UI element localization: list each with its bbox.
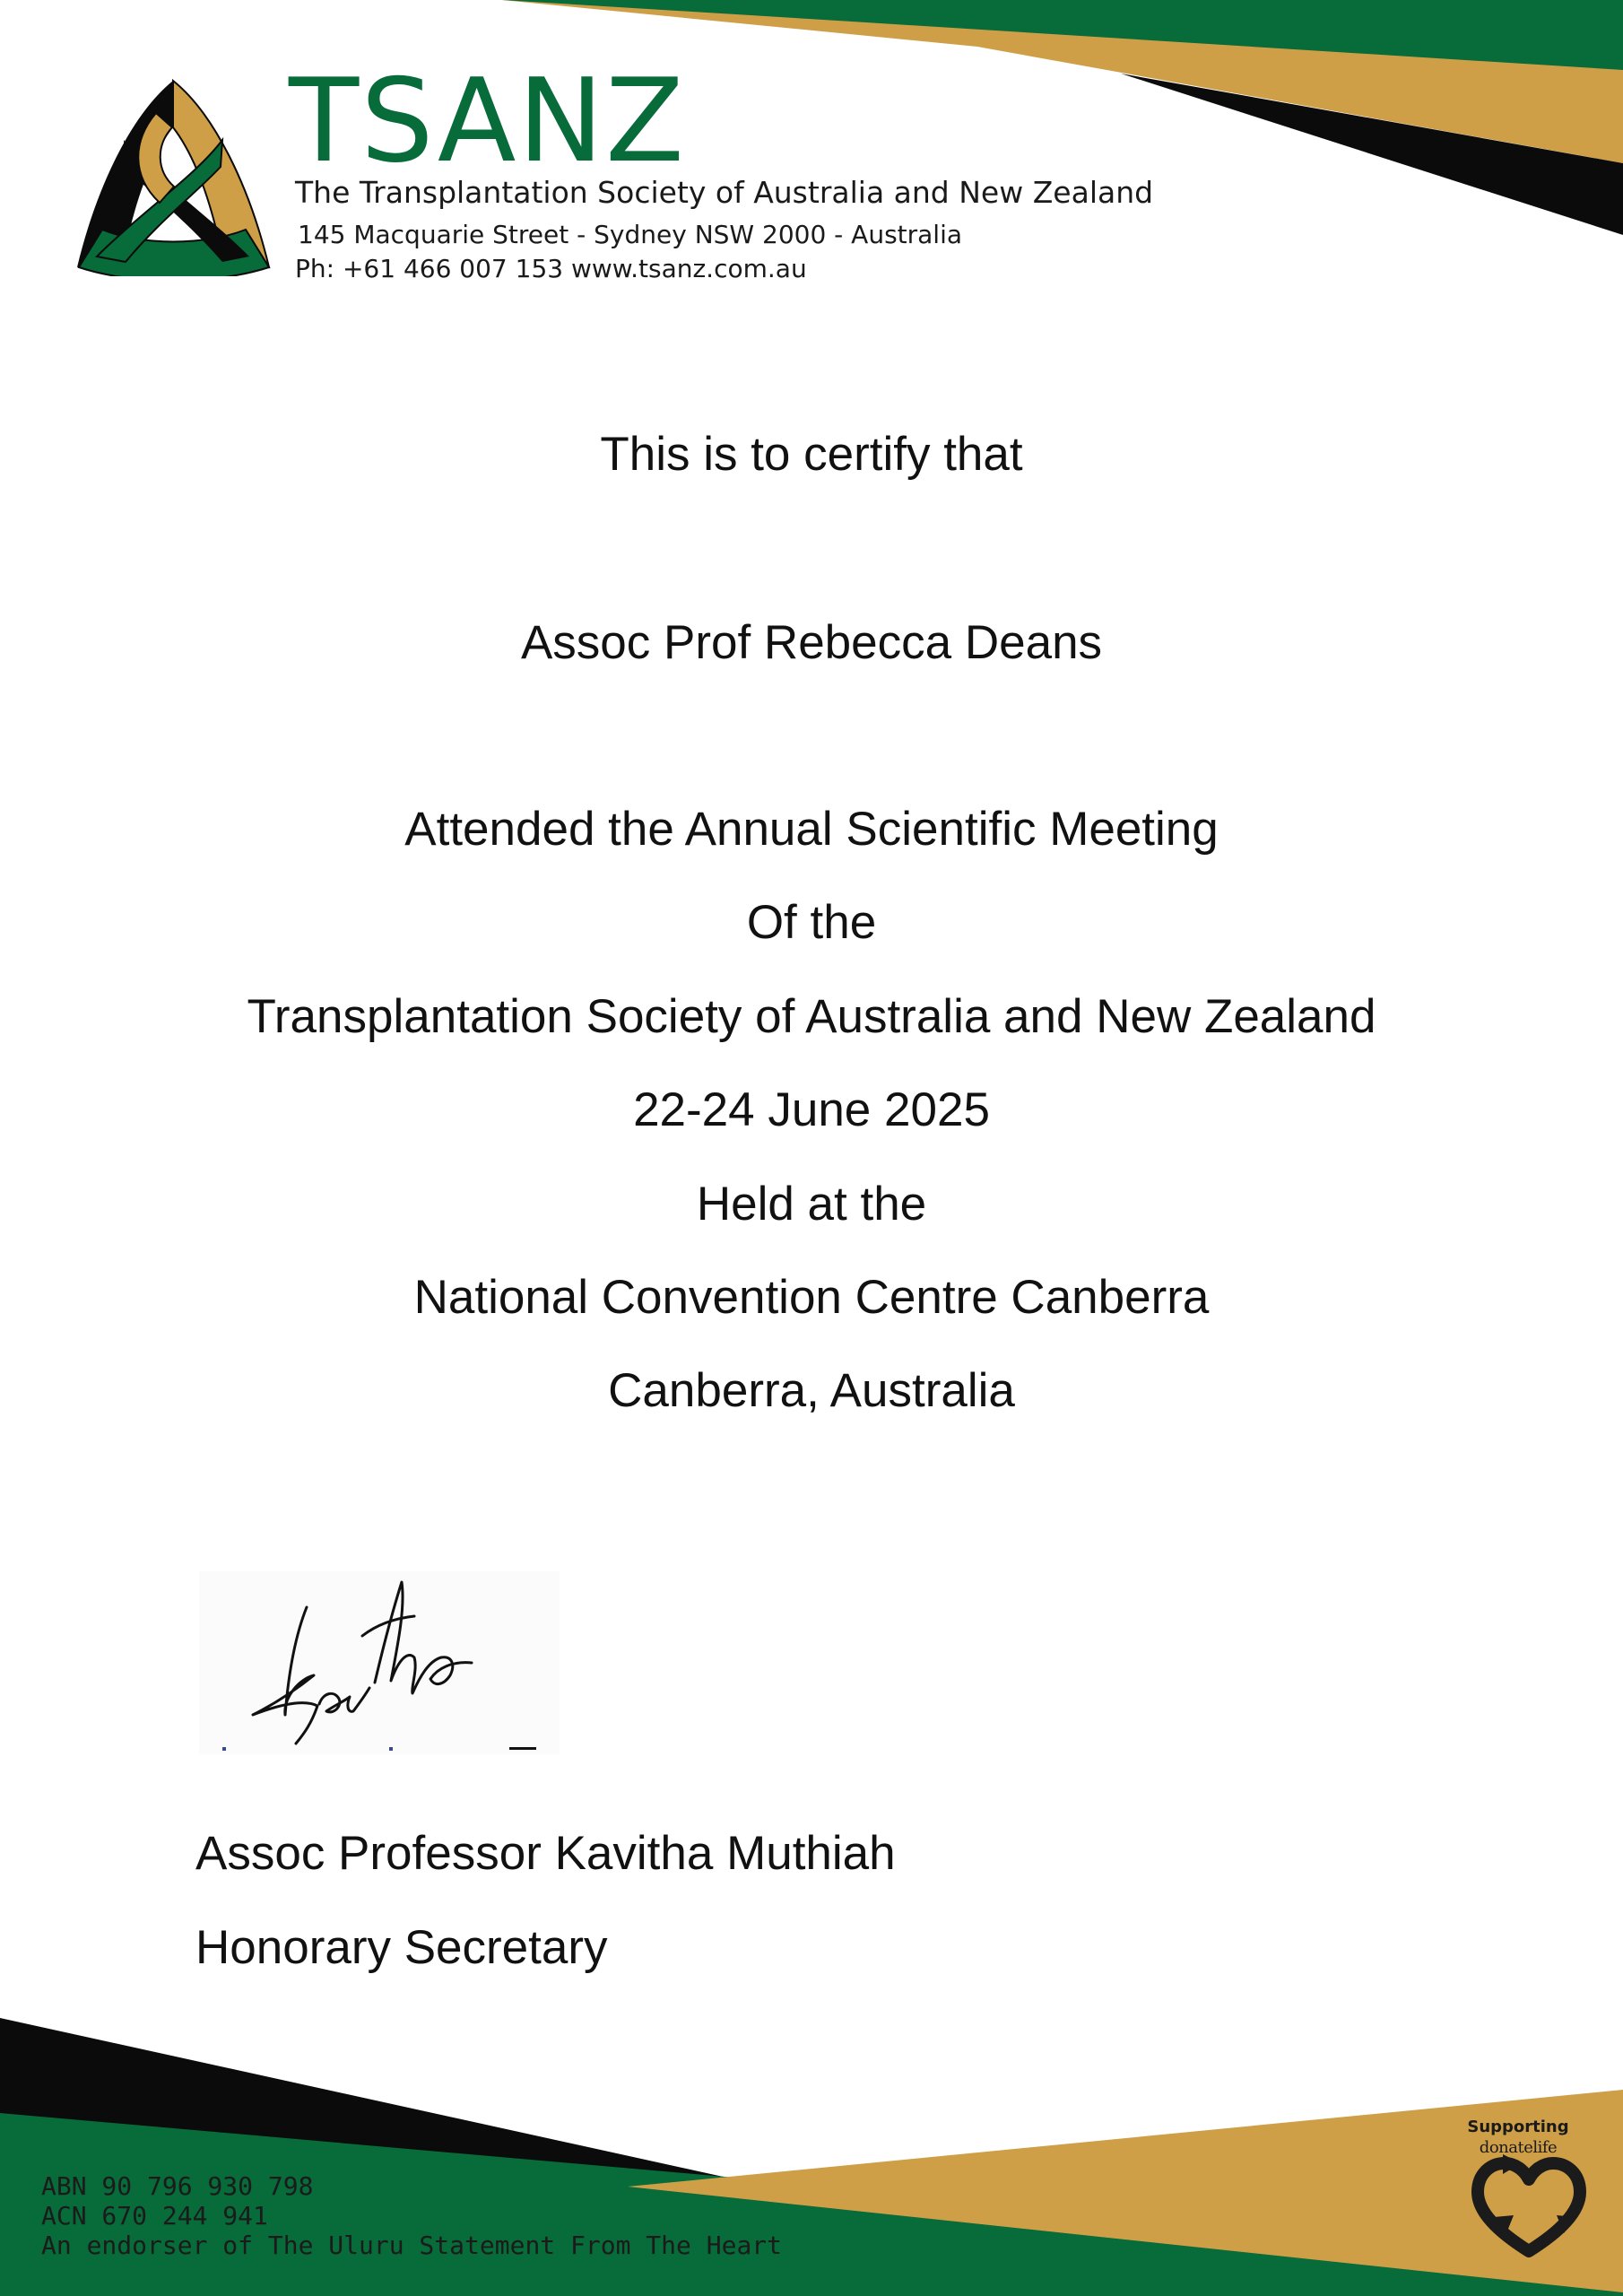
attendance-line: Attended the Annual Scientific Meeting xyxy=(404,803,1219,856)
signatory-title: Honorary Secretary xyxy=(195,1921,608,1974)
tsanz-trefoil-logo xyxy=(70,77,276,276)
donatelife-brand-label: donatelife xyxy=(1479,2138,1558,2157)
society-address: 145 Macquarie Street - Sydney NSW 2000 - Australia xyxy=(298,220,963,249)
venue-location: Canberra, Australia xyxy=(608,1364,1015,1417)
venue-name: National Convention Centre Canberra xyxy=(413,1271,1210,1324)
uluru-endorsement: An endorser of The Uluru Statement From The Heart xyxy=(41,2231,783,2260)
society-full-name: The Transplantation Society of Australia and New Zealand xyxy=(295,175,1154,210)
meeting-dates: 22-24 June 2025 xyxy=(633,1083,990,1136)
society-contact: Ph: +61 466 007 153 www.tsanz.com.au xyxy=(295,254,807,283)
donatelife-heart-arrows-icon xyxy=(1471,2154,1587,2262)
abn-number: ABN 90 796 930 798 xyxy=(41,2171,314,2201)
acn-number: ACN 670 244 941 xyxy=(41,2201,268,2231)
donatelife-supporting-label: Supporting xyxy=(1467,2118,1569,2136)
recipient-name: Assoc Prof Rebecca Deans xyxy=(520,616,1103,669)
handwritten-signature xyxy=(199,1571,560,1754)
held-at-line: Held at the xyxy=(696,1178,927,1231)
society-line: Transplantation Society of Australia and New Zealand xyxy=(247,990,1376,1043)
signatory-name: Assoc Professor Kavitha Muthiah xyxy=(195,1827,896,1880)
of-the-line: Of the xyxy=(746,896,877,949)
brand-acronym: TSANZ xyxy=(289,55,686,188)
certify-intro: This is to certify that xyxy=(600,428,1023,481)
